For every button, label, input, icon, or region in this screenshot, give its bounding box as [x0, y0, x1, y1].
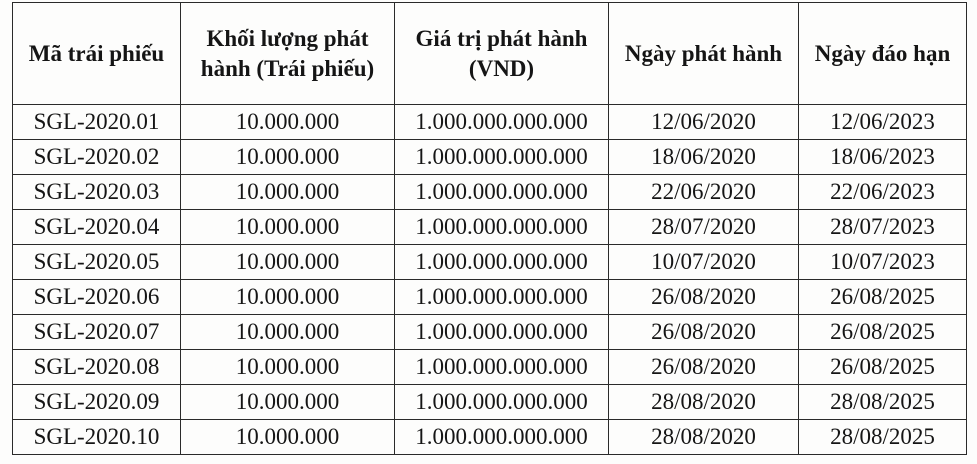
cell-issue-volume: 10.000.000: [181, 245, 395, 280]
cell-issue-date: 26/08/2020: [609, 350, 799, 385]
cell-maturity-date: 28/08/2025: [799, 420, 967, 455]
cell-issue-volume: 10.000.000: [181, 315, 395, 350]
cell-maturity-date: 22/06/2023: [799, 175, 967, 210]
cell-bond-code: SGL-2020.02: [13, 140, 181, 175]
header-bond-code: Mã trái phiếu: [13, 3, 181, 105]
cell-issue-date: 10/07/2020: [609, 245, 799, 280]
cell-issue-volume: 10.000.000: [181, 210, 395, 245]
header-issue-date: Ngày phát hành: [609, 3, 799, 105]
cell-issue-volume: 10.000.000: [181, 385, 395, 420]
cell-bond-code: SGL-2020.01: [13, 105, 181, 140]
cell-issue-volume: 10.000.000: [181, 140, 395, 175]
cell-issue-date: 12/06/2020: [609, 105, 799, 140]
table-row: [13, 175, 967, 210]
cell-issue-value: 1.000.000.000.000: [395, 315, 609, 350]
cell-issue-volume: 10.000.000: [181, 175, 395, 210]
cell-bond-code: SGL-2020.08: [13, 350, 181, 385]
table-row: [13, 385, 967, 420]
cell-issue-date: 22/06/2020: [609, 175, 799, 210]
cell-maturity-date: 26/08/2025: [799, 280, 967, 315]
cell-issue-value: 1.000.000.000.000: [395, 175, 609, 210]
cell-maturity-date: 12/06/2023: [799, 105, 967, 140]
cell-issue-value: 1.000.000.000.000: [395, 280, 609, 315]
header-maturity-date: Ngày đáo hạn: [799, 3, 967, 105]
cell-issue-value: 1.000.000.000.000: [395, 245, 609, 280]
header-row: [13, 3, 967, 105]
cell-bond-code: SGL-2020.06: [13, 280, 181, 315]
cell-issue-value: 1.000.000.000.000: [395, 385, 609, 420]
bond-issuance-table: [12, 2, 967, 455]
cell-issue-volume: 10.000.000: [181, 105, 395, 140]
cell-issue-volume: 10.000.000: [181, 420, 395, 455]
table-row: [13, 280, 967, 315]
cell-maturity-date: 28/07/2023: [799, 210, 967, 245]
table-row: [13, 105, 967, 140]
cell-issue-volume: 10.000.000: [181, 280, 395, 315]
table-row: [13, 350, 967, 385]
cell-issue-date: 26/08/2020: [609, 280, 799, 315]
table-row: [13, 210, 967, 245]
cell-maturity-date: 28/08/2025: [799, 385, 967, 420]
cell-bond-code: SGL-2020.07: [13, 315, 181, 350]
cell-issue-date: 28/07/2020: [609, 210, 799, 245]
cell-issue-volume: 10.000.000: [181, 350, 395, 385]
cell-issue-date: 28/08/2020: [609, 420, 799, 455]
cell-bond-code: SGL-2020.05: [13, 245, 181, 280]
cell-issue-value: 1.000.000.000.000: [395, 105, 609, 140]
cell-maturity-date: 18/06/2023: [799, 140, 967, 175]
table-header: [13, 3, 967, 105]
cell-issue-date: 28/08/2020: [609, 385, 799, 420]
table-row: [13, 315, 967, 350]
cell-bond-code: SGL-2020.04: [13, 210, 181, 245]
table-row: [13, 140, 967, 175]
cell-issue-value: 1.000.000.000.000: [395, 420, 609, 455]
header-issue-value: Giá trị phát hành (VND): [395, 3, 609, 105]
table-row: [13, 420, 967, 455]
cell-maturity-date: 26/08/2025: [799, 350, 967, 385]
cell-issue-value: 1.000.000.000.000: [395, 210, 609, 245]
cell-bond-code: SGL-2020.03: [13, 175, 181, 210]
cell-issue-value: 1.000.000.000.000: [395, 140, 609, 175]
cell-issue-value: 1.000.000.000.000: [395, 350, 609, 385]
header-issue-volume: Khối lượng phát hành (Trái phiếu): [181, 3, 395, 105]
cell-maturity-date: 26/08/2025: [799, 315, 967, 350]
cell-bond-code: SGL-2020.09: [13, 385, 181, 420]
cell-issue-date: 18/06/2020: [609, 140, 799, 175]
cell-maturity-date: 10/07/2023: [799, 245, 967, 280]
table-row: [13, 245, 967, 280]
table-body: [13, 105, 967, 455]
cell-issue-date: 26/08/2020: [609, 315, 799, 350]
cell-bond-code: SGL-2020.10: [13, 420, 181, 455]
